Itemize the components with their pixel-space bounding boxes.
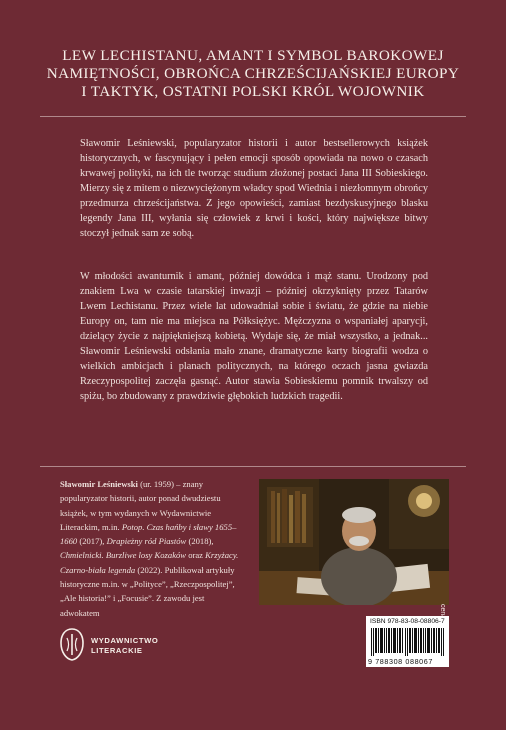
publisher-name — [91, 636, 158, 656]
divider-top — [40, 116, 466, 117]
publisher-logo-icon — [60, 628, 84, 661]
description-paragraph-1: Sławomir Leśniewski, popularyzator historii i autor bestsellerowych książek historycznych, w fascynujący i pełen emocji sposób opowiada na nowo o czasach krwawej polityki, na ich tle tworząc studium złożonej postaci Jana III Sobieskiego. Mierzy się z mitem o niezwyciężonym władcy spod Wiednia i niezłomnym obrońcy przedmurza chrześcijaństwa. Z jego opowieści, zamiast bezdyskusyjnego blasku legendy Jana III, wyłania się człowiek z krwi i kości, który największe bitwy stoczył jednak sam ze sobą. — [80, 138, 428, 239]
book-title-krzyzacy: Krzyżacy. Czarno-biała legenda — [60, 550, 239, 575]
author-intro: znany popularyzator historii, autor ponad dwudziestu książek, w tym wydanych w Wydawnictwie Literackim, m.in. — [60, 479, 221, 532]
barcode-number: 9 788308 088067 — [368, 657, 433, 666]
author-photo-illustration — [259, 479, 449, 605]
book-conjunction: oraz — [188, 550, 203, 561]
author-born: (ur. 1959) – — [140, 479, 181, 489]
author-bio-rest: (2022). Publikował artykuły historyczne m.in. w „Polityce”, „Rzeczpospolitej”, „Ale historia!” i „Focusie”. Z zawodu jest adwokatem — [60, 564, 235, 618]
barcode-bars — [371, 628, 444, 656]
publisher-line-1: WYDAWNICTWO — [91, 636, 159, 645]
headline-line-1: LEW LECHISTANU, AMANT I SYMBOL BAROKOWEJ — [62, 47, 444, 64]
book-title-potop: Potop. Czas hańby i sławy 1655–1660 — [60, 521, 237, 547]
barcode-box — [366, 616, 449, 667]
isbn-label: ISBN 978-83-08-08806-7 — [370, 618, 445, 625]
description-paragraph-2: W młodości awanturnik i amant, później dowódca i mąż stanu. Urodzony pod znakiem Lwa w czasie tatarskiej inwazji – później okrzyknięty przez Tatarów Lwem Lechistanu. Przez wiele lat udowadniał sobie i światu, że gdzie na niebie Europy on, tam nie ma miejsca na Półksiężyc. Mężczyzna o wspaniałej aparycji, dzielący życie z najpiękniejszą kobietą. Wydaje się, że miał wszystko, a jednak... Sławomir Leśniewski odsłania mało znane, dramatyczne karty biografii wodza o wielkich ambicjach i planach politycznych, na którego oczach jasna gwiazda Rzeczypospolitej zaczęła gasnąć. Autor stawia Sobieskiemu pomnik trwalszy od spiżu, bo zbudowany z prawdziwie głębokich ludzkich tragedii. — [80, 271, 428, 402]
headline-line-3: I TAKTYK, OSTATNI POLSKI KRÓL WOJOWNIK — [81, 83, 425, 100]
book-title-chmielnicki: Chmielnicki. Burzliwe losy Kozaków — [60, 550, 187, 561]
divider-bottom — [40, 466, 466, 467]
author-name: Sławomir Leśniewski — [60, 479, 138, 489]
author-photo — [259, 479, 449, 605]
book-title-piastow: Drapieżny ród Piastów — [106, 536, 187, 547]
cover-headline — [40, 47, 466, 101]
author-bio — [60, 477, 240, 620]
headline-line-2: NAMIĘTNOŚCI, OBROŃCA CHRZEŚCIJAŃSKIEJ EUROPY — [46, 65, 460, 82]
book-year-potop: (2017), — [79, 536, 105, 547]
publisher-line-2: LITERACKIE — [91, 646, 143, 655]
book-year-piastow: (2018), — [188, 536, 214, 547]
